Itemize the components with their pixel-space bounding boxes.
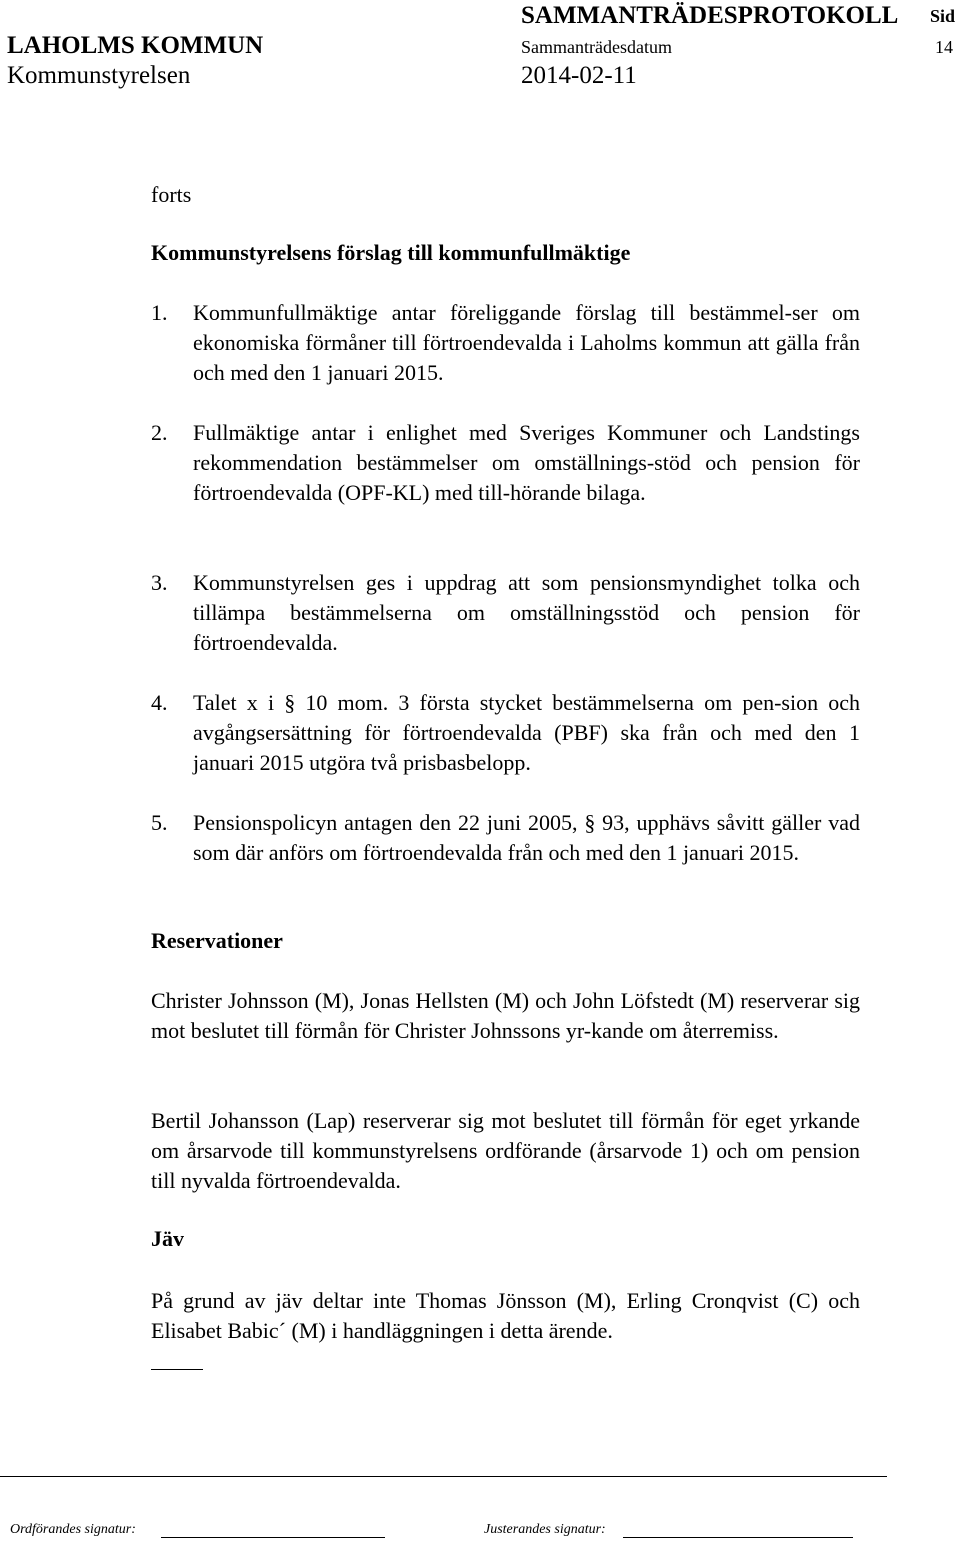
item-number: 3. [151, 570, 168, 595]
adjuster-signature-label: Justerandes signatur: [484, 1522, 606, 1537]
page-number: 14 [935, 37, 953, 57]
protocol-title: SAMMANTRÄDESPROTOKOLL [521, 2, 899, 29]
item-number: 2. [151, 420, 168, 445]
footer-divider [0, 1476, 887, 1477]
item-number: 5. [151, 810, 168, 835]
item-text: Fullmäktige antar i enlighet med Sveriges Kommuner och Landstings rekommendation bestämmelser om omställnings-stöd och pension för förtroendevalda (OPF-KL) med till-hörande bilaga. [193, 420, 860, 505]
municipality-name: LAHOLMS KOMMUN [7, 32, 264, 59]
item-text: Kommunfullmäktige antar föreliggande förslag till bestämmel-ser om ekonomiska förmåner till förtroendevalda i Laholms kommun att gälla från och med den 1 januari 2015. [193, 300, 860, 385]
chair-signature-label: Ordförandes signatur: [10, 1522, 136, 1537]
conflict-of-interest-paragraph: På grund av jäv deltar inte Thomas Jönsson (M), Erling Cronqvist (C) och Elisabet Babic´ (M) i handläggningen i detta ärende. [151, 1288, 860, 1343]
item-text: Kommunstyrelsen ges i uppdrag att som pensionsmyndighet tolka och tillämpa bestämmelserna om omställningsstöd och pension för förtroendevalda. [193, 570, 860, 655]
reservations-heading: Reservationer [151, 928, 283, 953]
chair-signature-line [161, 1537, 385, 1538]
continued-label: forts [151, 182, 192, 207]
proposal-heading: Kommunstyrelsens förslag till kommunfullmäktige [151, 240, 631, 265]
reservation-paragraph-2: Bertil Johansson (Lap) reserverar sig mot beslutet till förmån för eget yrkande om årsarvode till kommunstyrelsens ordförande (årsarvode 1) och om pension till nyvalda förtroendevalda. [151, 1108, 860, 1193]
item-text: Pensionspolicyn antagen den 22 juni 2005, § 93, upphävs såvitt gäller vad som där anförs om förtroendevalda från och med den 1 januari 2015. [193, 810, 860, 865]
end-marker-line [151, 1369, 203, 1370]
meeting-date: 2014-02-11 [521, 62, 637, 89]
board-name: Kommunstyrelsen [7, 62, 191, 89]
reservation-paragraph-1: Christer Johnsson (M), Jonas Hellsten (M) och John Löfstedt (M) reserverar sig mot beslutet till förmån för Christer Johnssons yr-kande om återremiss. [151, 988, 860, 1043]
conflict-of-interest-heading: Jäv [151, 1226, 184, 1251]
page-label: Sid [930, 6, 956, 26]
adjuster-signature-line [623, 1537, 853, 1538]
item-text: Talet x i § 10 mom. 3 första stycket bestämmelserna om pen-sion och avgångsersättning för förtroendevalda (PBF) ska från och med den 1 januari 2015 utgöra två prisbasbelopp. [193, 690, 860, 775]
item-number: 4. [151, 690, 168, 715]
meeting-date-label: Sammanträdesdatum [521, 37, 672, 57]
item-number: 1. [151, 300, 168, 325]
